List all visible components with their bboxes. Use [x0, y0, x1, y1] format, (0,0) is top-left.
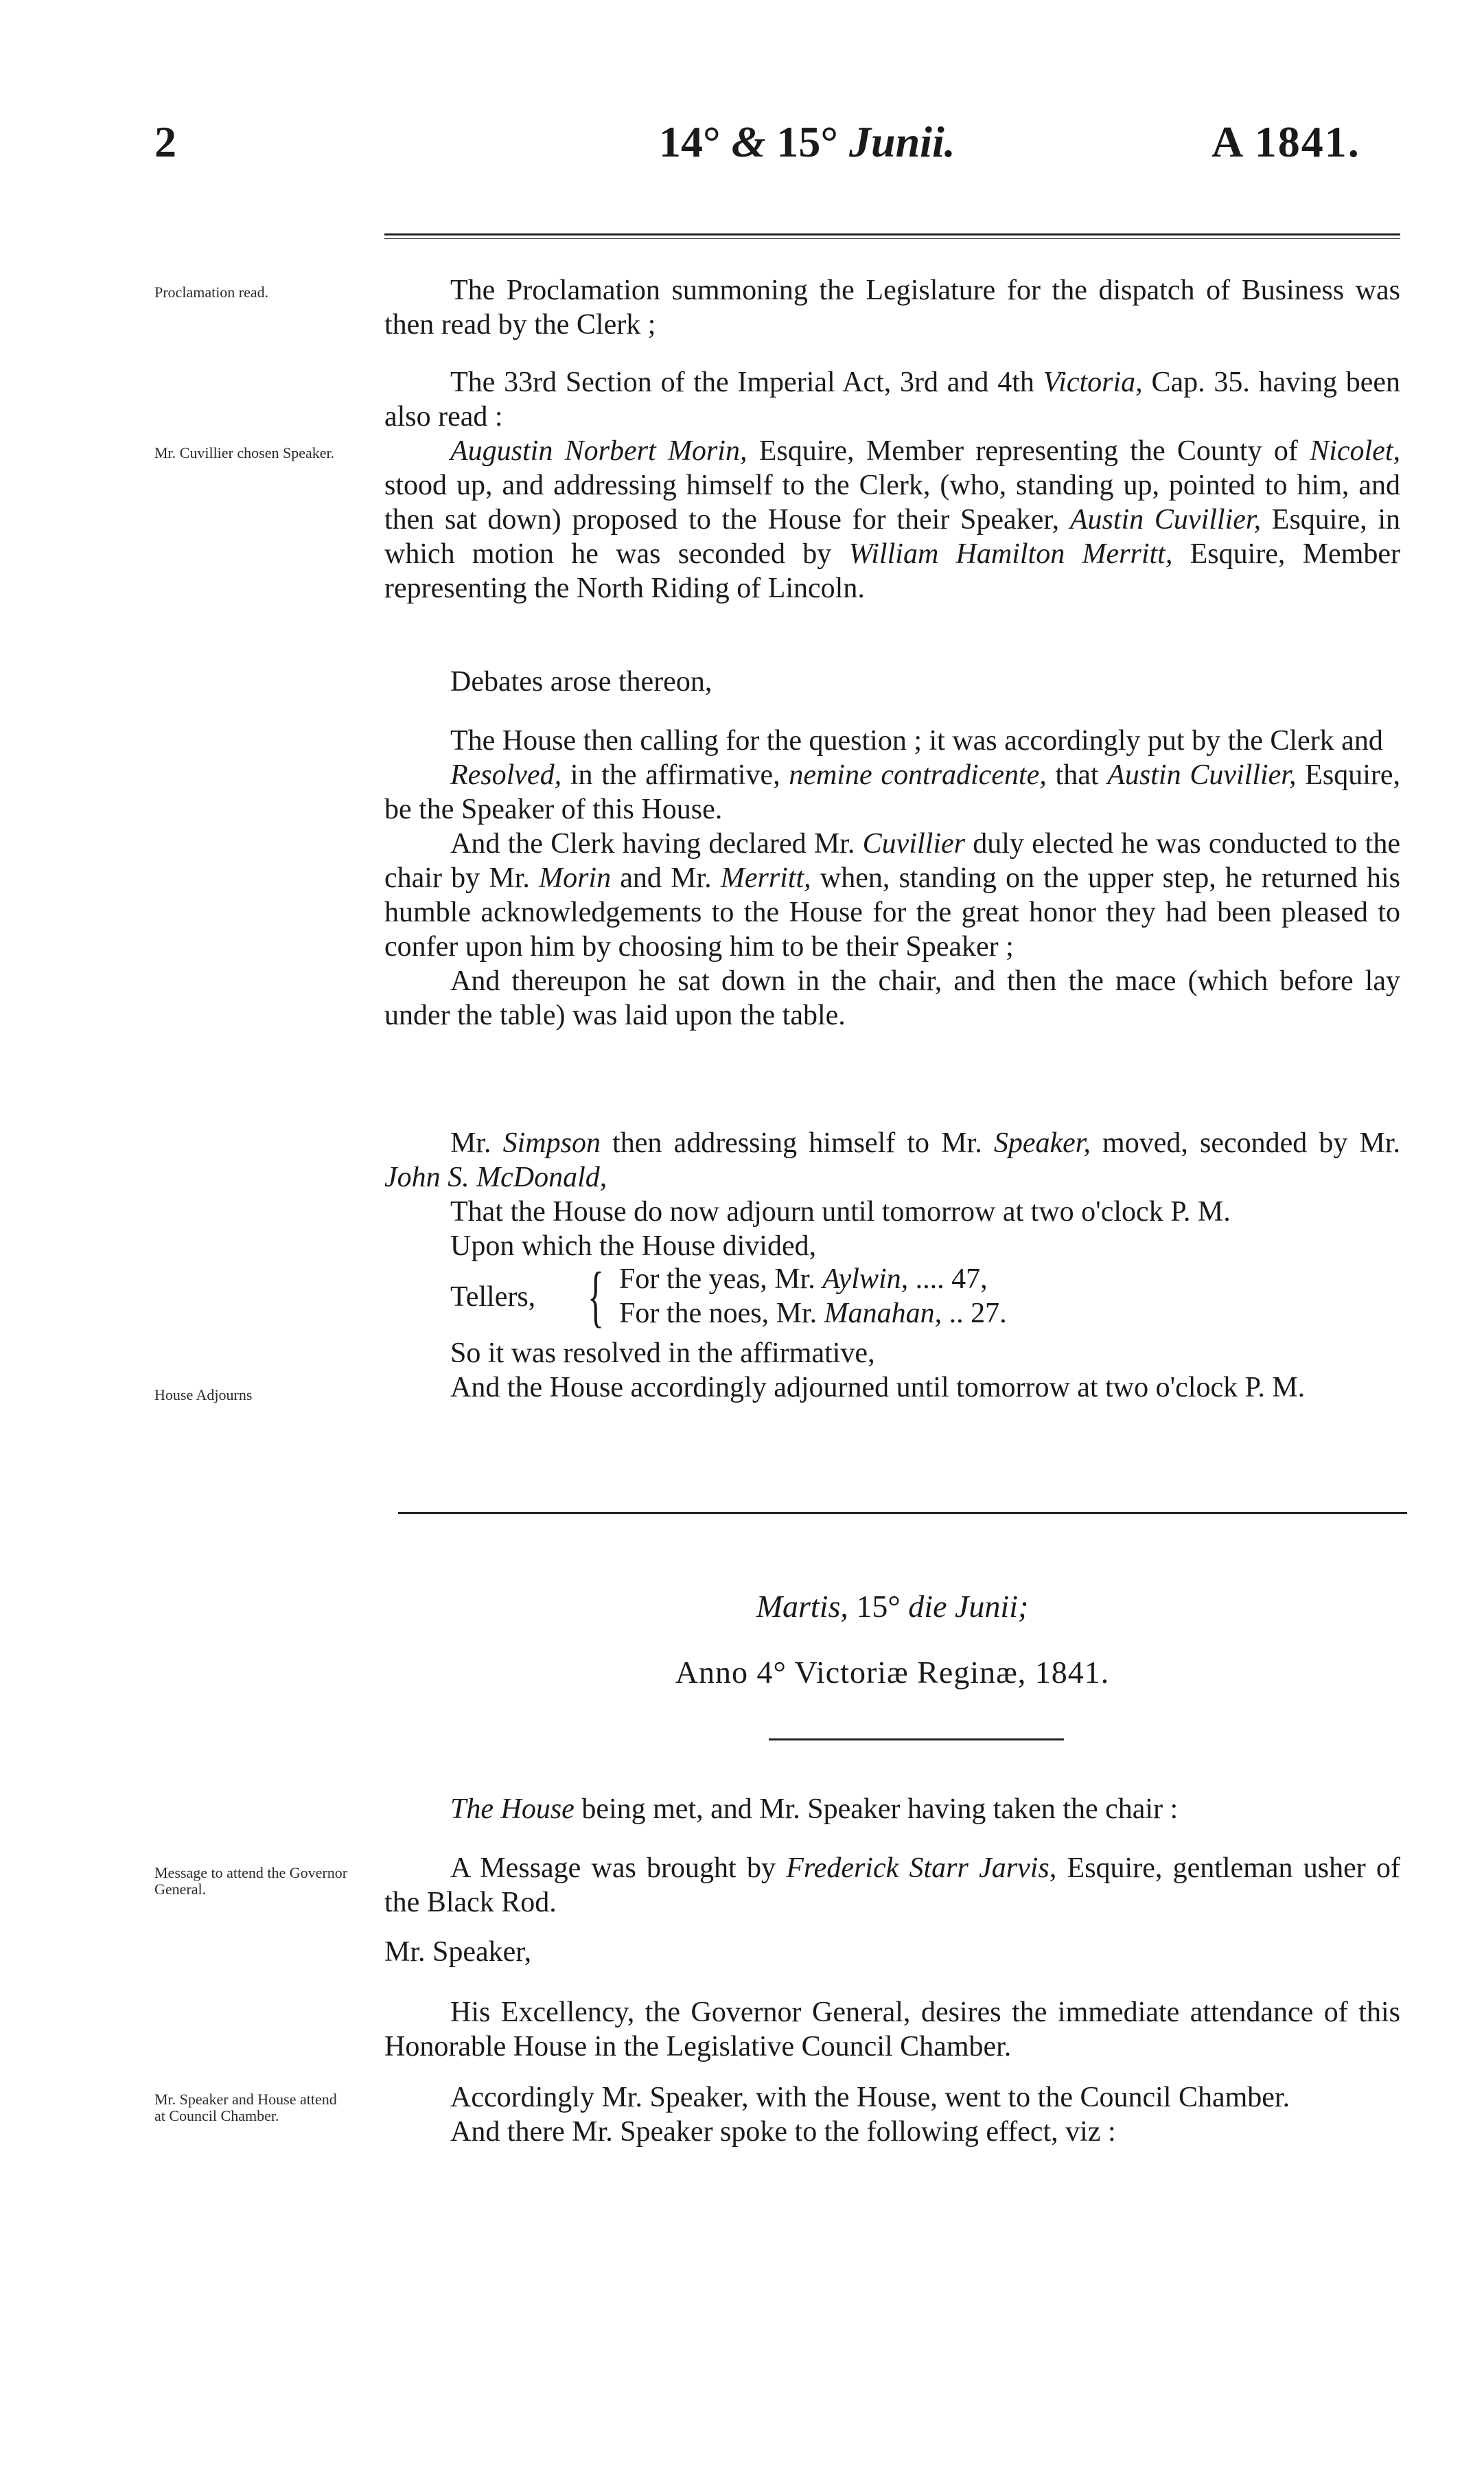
- paragraph-question: The House then calling for the question ; it was accordingly put by the Clerk and Resolved, in the affirmative, nemine contradicente, that Austin Cuvillier, Esquire, be the Speaker of this House. And the Clerk having declared Mr. Cuvillier duly elected he was conducted to the chair by Mr. Morin and Mr. Merritt, when, standing on the upper step, he returned his humble acknowledgements to the House for the great honor they had been pleased to confer upon him by choosing him to be their Speaker ; And thereupon he sat down in the chair, and then the mace (which before lay under the table) was laid upon the table.: [384, 725, 1401, 1031]
- date-heading: Martis, 15° die Junii;: [756, 1589, 1029, 1624]
- tellers-noes: For the noes, Mr. Manahan, .. 27.: [619, 1298, 1007, 1329]
- margin-note-speaker-chosen: Mr. Cuvillier chosen Speaker.: [154, 444, 335, 461]
- tellers-label: Tellers,: [450, 1281, 536, 1313]
- paragraph-debates: Debates arose thereon,: [450, 666, 712, 698]
- margin-note-message: Message to attend the Governor General.: [154, 1864, 348, 1898]
- brace-icon: {: [588, 1258, 604, 1334]
- running-header: [0, 117, 1484, 179]
- paragraph-proclamation: The Proclamation summoning the Legislature for the dispatch of Business was then read by the Clerk ;: [384, 275, 1400, 341]
- margin-note-proclamation: Proclamation read.: [154, 284, 269, 301]
- paragraph-mr-speaker: Mr. Speaker,: [384, 1936, 532, 1968]
- margin-note-attend: Mr. Speaker and House attend at Council Chamber.: [154, 2091, 337, 2124]
- paragraph-accordingly: Accordingly Mr. Speaker, with the House, went to the Council Chamber. And there Mr. Speaker spoke to the following effect, viz :: [450, 2082, 1290, 2148]
- header-rule: [384, 233, 1400, 239]
- header-year: A 1841.: [1211, 117, 1360, 166]
- margin-note-adjourns: House Adjourns: [154, 1386, 253, 1403]
- section-rule: [398, 1512, 1407, 1514]
- paragraph-message: A Message was brought by Frederick Starr Jarvis, Esquire, gentleman usher of the Black Rod.: [384, 1852, 1400, 1918]
- paragraph-morin-motion: Augustin Norbert Morin, Esquire, Member representing the County of Nicolet, stood up, and addressing himself to the Clerk, (who, standing up, pointed to him, and then sat down) proposed to the House for their Speaker, Austin Cuvillier, Esquire, in which motion he was seconded by William Hamilton Merritt, Esquire, Member representing the North Riding of Lincoln.: [384, 435, 1400, 604]
- paragraph-governor: His Excellency, the Governor General, desires the immediate attendance of this Honorable House in the Legislative Council Chamber.: [384, 1997, 1400, 2062]
- tellers-yeas: For the yeas, Mr. Aylwin, .... 47,: [619, 1263, 988, 1295]
- paragraph-resolved-adjourn: So it was resolved in the affirmative, And the House accordingly adjourned until tomorrow at two o'clock P. M.: [450, 1337, 1306, 1403]
- paragraph-house-met: The House being met, and Mr. Speaker having taken the chair :: [450, 1793, 1179, 1825]
- short-rule: [769, 1738, 1064, 1740]
- page-number: 2: [154, 117, 176, 166]
- paragraph-simpson-motion: Mr. Simpson then addressing himself to Mr. Speaker, moved, seconded by Mr. John S. McDonald, That the House do now adjourn until tomorrow at two o'clock P. M. Upon which the House divided,: [384, 1127, 1401, 1262]
- header-title: 14° & 15° Junii.: [659, 117, 955, 166]
- anno-heading: Anno 4° Victoriæ Reginæ, 1841.: [675, 1655, 1110, 1690]
- paragraph-imperial-act: The 33rd Section of the Imperial Act, 3rd and 4th Victoria, Cap. 35. having been also read :: [384, 367, 1400, 433]
